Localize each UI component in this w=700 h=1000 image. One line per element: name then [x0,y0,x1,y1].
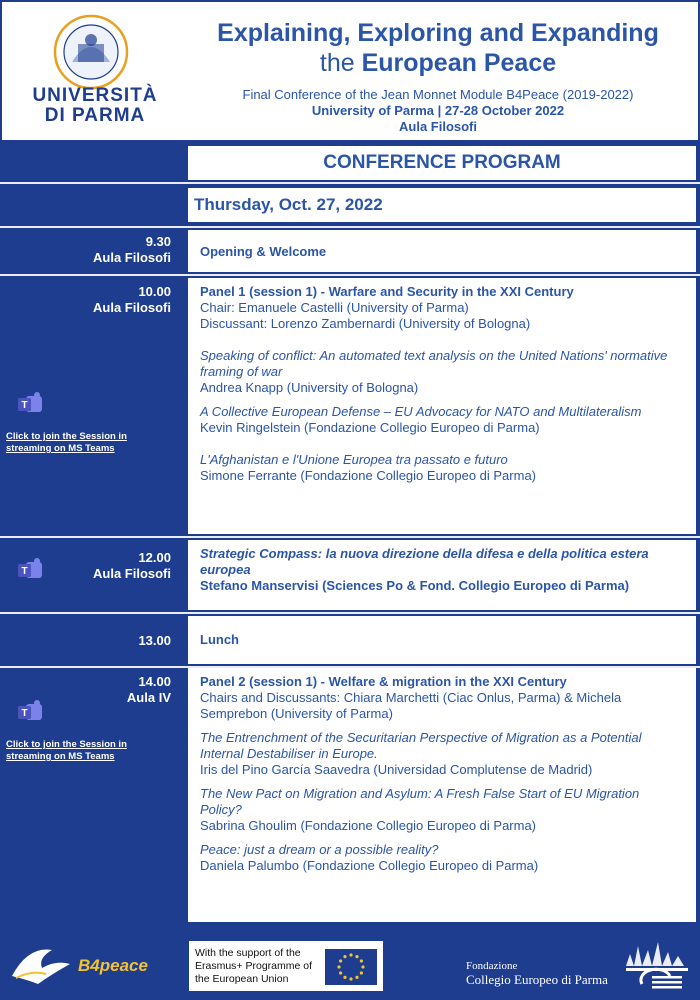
divider [0,182,700,184]
talk-title: Speaking of conflict: An automated text analysis on the United Nations' normative framing of war [200,348,668,379]
talk-title: The New Pact on Migration and Asylum: A Fresh False Start of EU Migration Policy? [200,786,640,817]
university-name-line1: UNIVERSITÀ [32,85,158,106]
title-line2-bold: European Peace [361,49,557,77]
svg-text:T: T [21,708,28,719]
session-chair: Chair: Emanuele Castelli (University of Parma) [200,300,469,315]
session-room: Aula Filosofi [93,566,171,581]
session-discussant: Discussant: Lorenzo Zambernardi (University of Bologna) [200,316,531,331]
b4peace-logo-text: B4peace [78,956,148,975]
talk-title: Peace: just a dream or a possible reality? [200,842,439,857]
divider [0,274,700,276]
ms-teams-icon[interactable] [18,558,44,582]
ms-teams-icon[interactable] [18,700,44,724]
fondazione-line2: Collegio Europeo di Parma [466,972,608,987]
session5-content [188,668,696,922]
talk-speaker: Simone Ferrante (Fondazione Collegio Europeo di Parma) [200,468,537,483]
venue-room: Aula Filosofi [399,119,477,134]
session4-content [188,616,696,664]
session-speaker: Stefano Manservisi (Sciences Po & Fond. Collegio Europeo di Parma) [200,578,630,593]
header [2,2,698,140]
session-chairs: Chairs and Discussants: Chiara Marchetti (Ciac Onlus, Parma) & Michela Semprebon (University of Parma) [200,690,622,721]
session-room: Aula Filosofi [93,250,171,265]
talk-title: The Entrenchment of the Securitarian Perspective of Migration as a Potential Internal Destabiliser in Europe. [200,730,642,761]
session2-content [188,278,696,534]
svg-text:T: T [21,566,28,577]
program-heading: CONFERENCE PROGRAM [323,152,561,173]
session1-content [188,230,696,272]
talk-speaker: Sabrina Ghoulim (Fondazione Collegio Europeo di Parma) [200,818,537,833]
session-time: 9.30 [145,234,171,249]
day-heading: Thursday, Oct. 27, 2022 [194,195,383,214]
session3-body [188,540,696,594]
talk-speaker: Andrea Knapp (University of Bologna) [200,380,419,395]
talk-speaker: Iris del Pino García Saavedra (Universidad Complutense de Madrid) [200,762,593,777]
session2-time [0,284,185,316]
divider [0,536,700,538]
session5-body [188,668,696,874]
session-time: 10.00 [138,284,171,299]
eu-flag-icon [325,949,377,985]
title-line1: Explaining, Exploring and Expanding [217,19,659,47]
session-room: Aula IV [126,690,171,705]
talk-speaker: Kevin Ringelstein (Fondazione Collegio Europeo di Parma) [200,420,540,435]
erasmus-support-text: With the support of the Erasmus+ Programme of the European Union [195,947,312,985]
svg-text:T: T [21,400,28,411]
stream-link-session5[interactable]: Click to join the Session in streaming on MS Teams [6,739,127,762]
university-seal-logo [48,14,134,94]
collegio-europeo-logo [622,936,692,992]
fondazione-line1: Fondazione [466,960,518,972]
subtitle: Final Conference of the Jean Monnet Module B4Peace (2019-2022) [242,87,634,102]
divider [0,612,700,614]
session-title: Lunch [200,632,239,647]
session3-content [188,540,696,610]
session-title: Opening & Welcome [200,244,327,259]
session-title: Panel 2 (session 1) - Welfare & migration in the XXI Century [200,674,567,689]
title-line2 [188,48,688,78]
session-title: Strategic Compass: la nuova direzione della difesa e della politica estera europea [200,546,649,577]
b4peace-dove-logo [8,940,74,988]
stream-link-session2[interactable]: Click to join the Session in streaming on MS Teams [6,431,127,454]
erasmus-support-box [188,940,384,992]
day-heading-cell [188,188,696,222]
title-line2-prefix: the [319,49,355,77]
subtitle-block [188,87,688,135]
program-heading-cell [188,146,696,180]
university-name-line2: DI PARMA [44,105,146,126]
university-name [32,86,158,126]
session1-time [0,234,185,266]
talk-title: A Collective European Defense – EU Advocacy for NATO and Multilateralism [200,404,642,419]
talk-title: L'Afghanistan e l'Unione Europea tra passato e futuro [200,452,508,467]
fondazione-text [466,960,608,986]
session-time: 12.00 [138,550,171,565]
session-room: Aula Filosofi [93,300,171,315]
divider [0,226,700,228]
session2-body [188,278,696,484]
session4-time [0,633,185,649]
venue-date: University of Parma | 27-28 October 2022 [311,103,565,118]
session-time: 14.00 [138,674,171,689]
talk-speaker: Daniela Palumbo (Fondazione Collegio Europeo di Parma) [200,858,539,873]
ms-teams-icon[interactable] [18,392,44,416]
session-time: 13.00 [138,633,171,648]
session-title: Panel 1 (session 1) - Warfare and Security in the XXI Century [200,284,574,299]
